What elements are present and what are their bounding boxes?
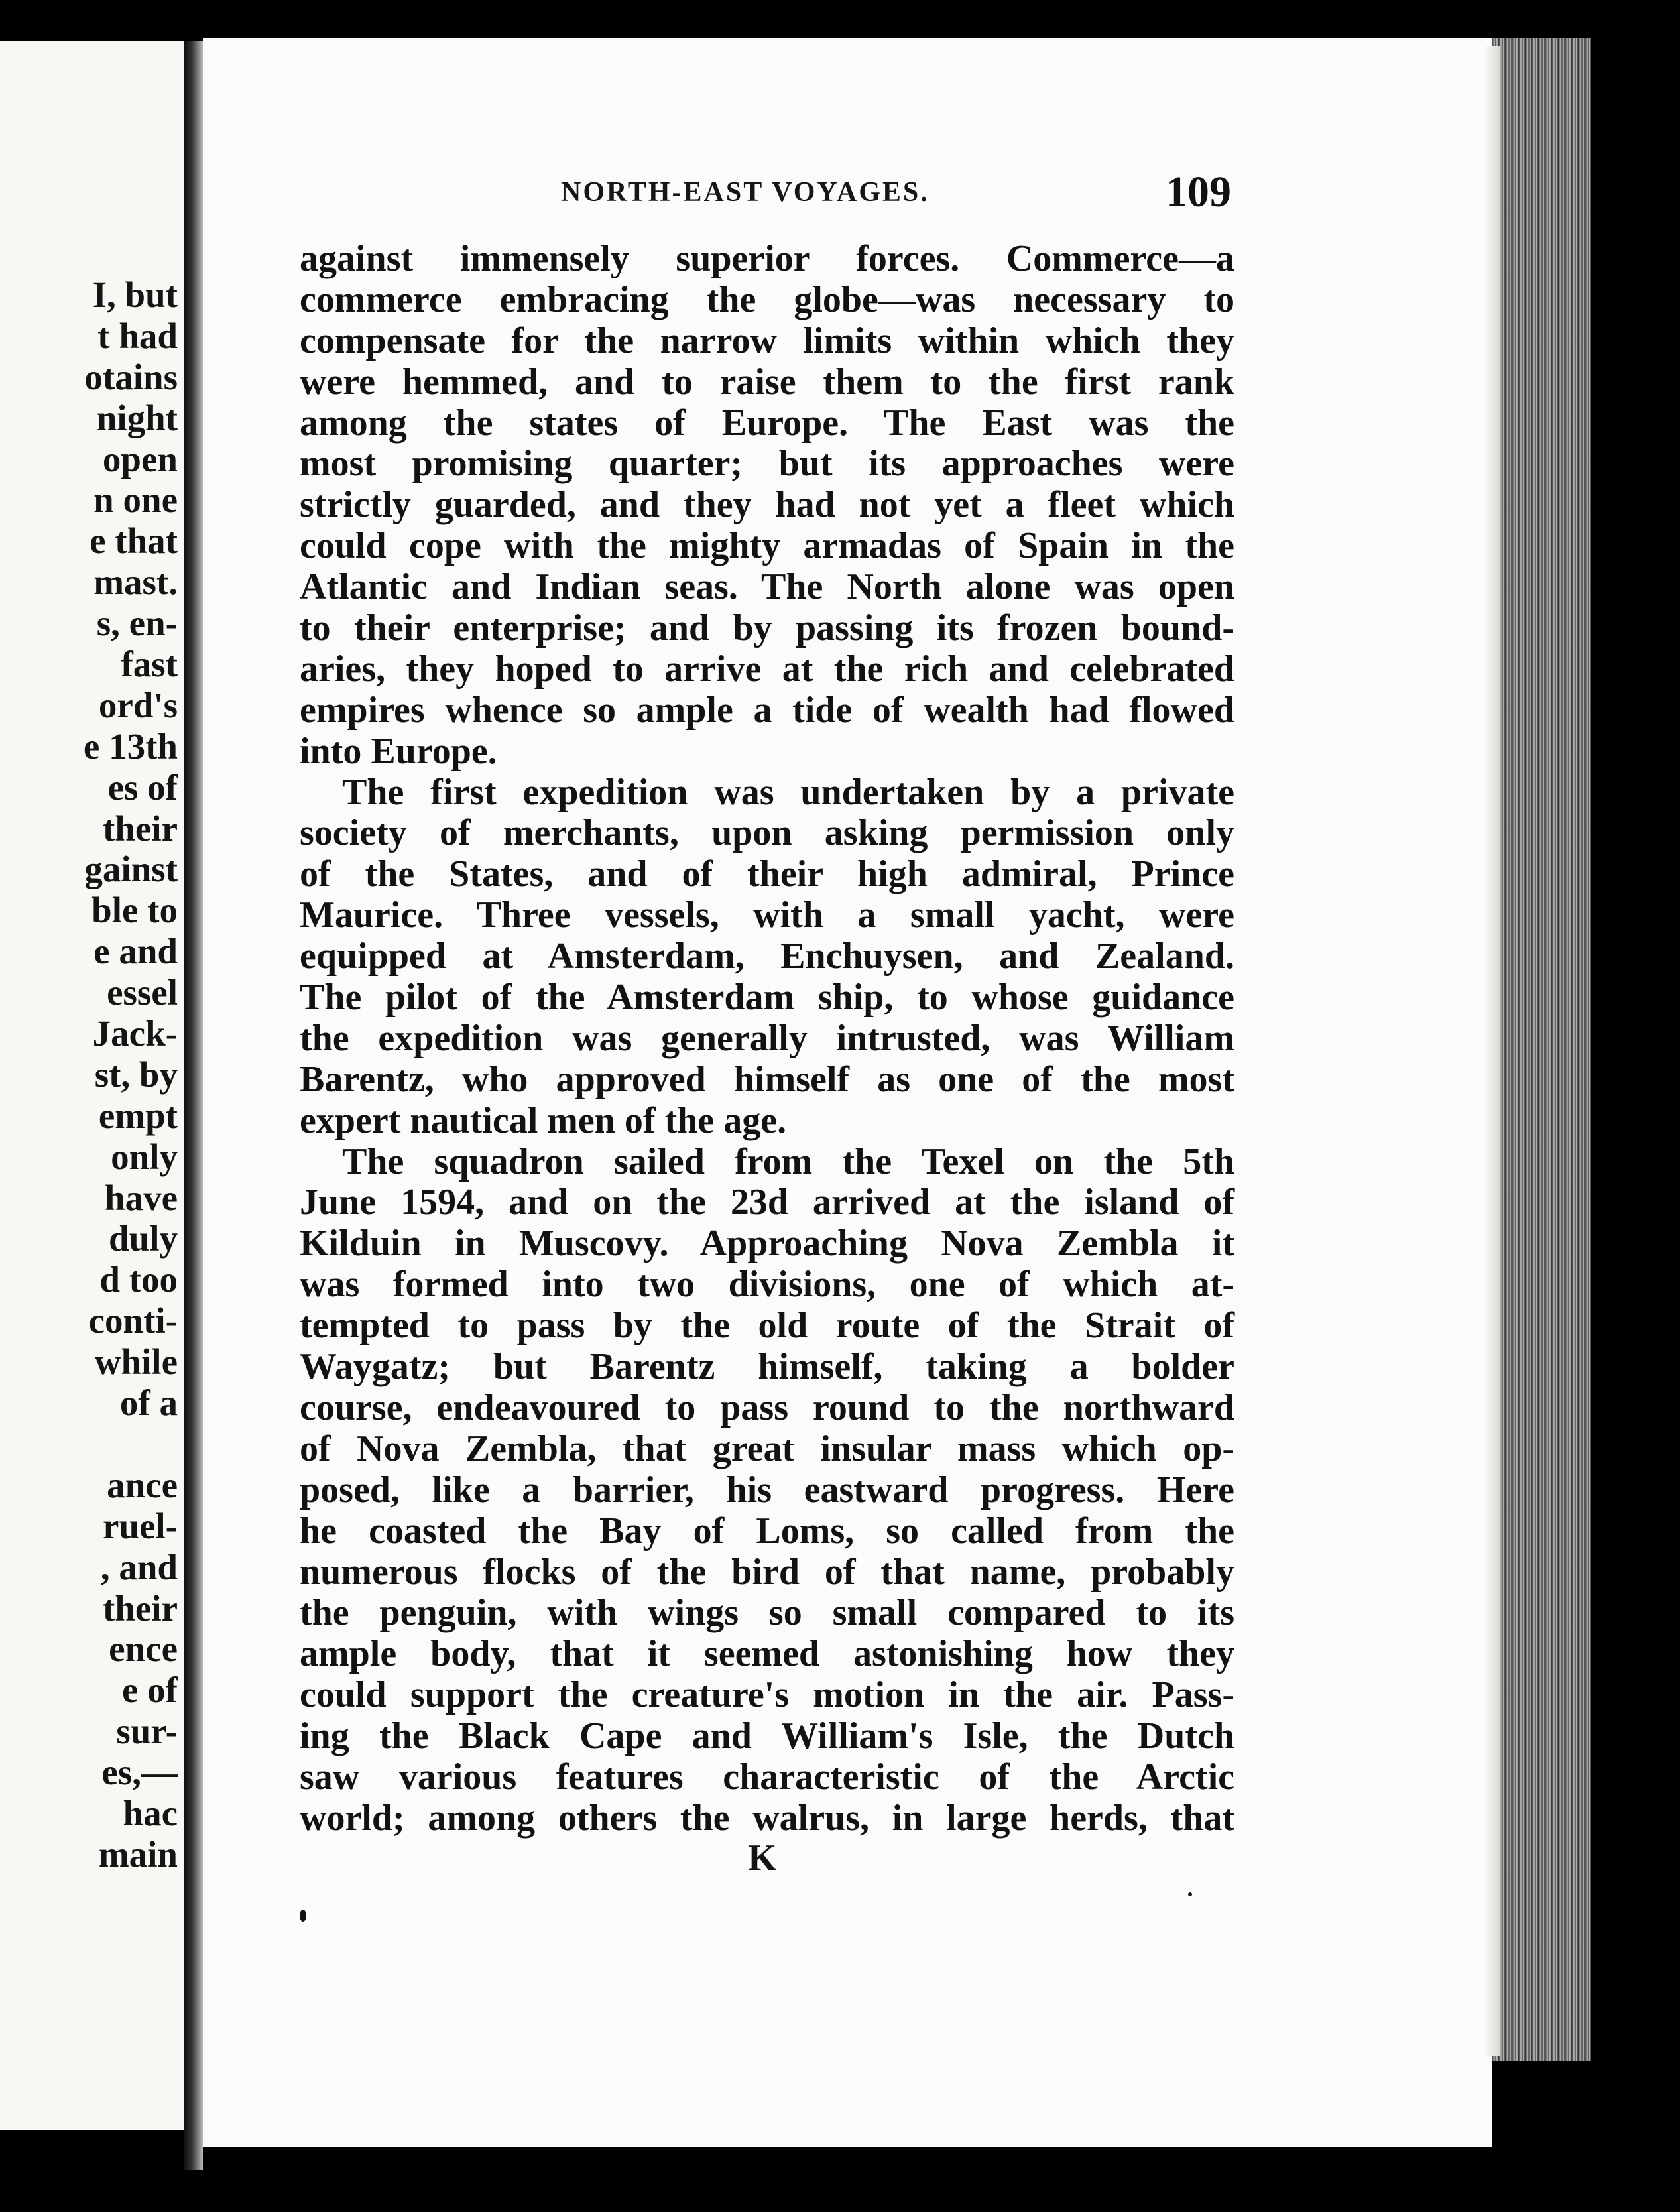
running-head-title: NORTH-EAST VOYAGES.: [561, 177, 930, 208]
text-line: of Nova Zembla, that great insular mass which op-: [300, 1428, 1234, 1469]
left-page-fragment: hac: [123, 1792, 178, 1833]
text-line: expert nautical men of the age.: [300, 1099, 787, 1141]
text-line: June 1594, and on the 23d arrived at the island of: [300, 1182, 1234, 1223]
text-line: Kilduin in Muscovy. Approaching Nova Zembla it: [300, 1223, 1234, 1264]
text-line: was formed into two divisions, one of which at-: [300, 1264, 1234, 1306]
text-line: tempted to pass by the old route of the Strait of: [300, 1305, 1234, 1347]
text-line: commerce embracing the globe—was necessary to: [300, 278, 1234, 320]
text-line: ample body, that it seemed astonishing how they: [300, 1633, 1234, 1675]
text-line: ing the Black Cape and William's Isle, the Dutch: [300, 1715, 1234, 1757]
text-line: Barentz, who approved himself as one of the most: [300, 1058, 1234, 1100]
left-page-fragment: I, but: [92, 275, 178, 315]
text-line: world; among others the walrus, in large herds, that: [300, 1797, 1234, 1839]
left-page-fragment: sur-: [116, 1711, 178, 1752]
left-page-fragment: ance: [107, 1464, 178, 1505]
left-page-fragment: n one: [93, 479, 178, 521]
left-page-fragment: t had: [97, 315, 178, 356]
text-line: posed, like a barrier, his eastward progress. Here: [300, 1469, 1234, 1510]
left-page-fragment: , and: [100, 1546, 178, 1587]
left-page-fragment: main: [98, 1833, 178, 1874]
left-page-fragment: otains: [84, 356, 178, 397]
left-page-fragment: es of: [107, 767, 178, 808]
text-line: Waygatz; but Barentz himself, taking a bolder: [300, 1346, 1234, 1388]
left-page-fragment: of a: [119, 1382, 178, 1424]
running-head: [203, 167, 1492, 220]
left-page-fragment: ble to: [91, 890, 178, 931]
left-page-fragment: Jack-: [92, 1013, 178, 1054]
text-line: empires whence so ample a tide of wealth had flowed: [300, 689, 1234, 731]
left-page-fragment: ord's: [98, 684, 178, 725]
left-page-fragment: e and: [93, 931, 178, 972]
text-line: saw various features characteristic of the Arctic: [300, 1756, 1234, 1798]
text-line: equipped at Amsterdam, Enchuysen, and Zealand.: [300, 936, 1234, 977]
left-page-fragment: duly: [109, 1218, 178, 1259]
left-page-fragment: st, by: [94, 1054, 178, 1095]
text-line: course, endeavoured to pass round to the northward: [300, 1386, 1234, 1428]
text-line: against immensely superior forces. Commerce—a: [300, 238, 1234, 279]
text-line: could cope with the mighty armadas of Spain in the: [300, 525, 1234, 567]
left-page-fragment: e 13th: [83, 725, 178, 767]
ink-speck: [1188, 1892, 1192, 1896]
text-line: compensate for the narrow limits within which they: [300, 320, 1234, 361]
text-line: to their enterprise; and by passing its frozen bound-: [300, 607, 1234, 649]
page-edge-shadow: [1484, 46, 1500, 2056]
left-page-fragment: conti-: [88, 1300, 178, 1341]
left-page-fragment: ruel-: [102, 1505, 178, 1546]
left-page-fragment: [0, 1424, 178, 1465]
book-gutter: [184, 41, 203, 2170]
left-page-fragment: while: [94, 1341, 178, 1382]
signature-mark: K: [748, 1837, 777, 1878]
text-line: numerous flocks of the bird of that name, probably: [300, 1551, 1234, 1593]
left-page-fragment: fast: [121, 644, 178, 685]
left-page-fragment: e that: [90, 521, 178, 562]
left-page-fragment: their: [102, 1587, 178, 1628]
body-text: [300, 239, 1234, 1839]
text-line: he coasted the Bay of Loms, so called from the: [300, 1510, 1234, 1552]
left-page-fragment: their: [102, 808, 178, 849]
text-line: The pilot of the Amsterdam ship, to whose guidance: [300, 977, 1234, 1018]
left-page-fragment: only: [111, 1136, 178, 1177]
text-line: Maurice. Three vessels, with a small yacht, were: [300, 894, 1234, 936]
text-line: among the states of Europe. The East was the: [300, 402, 1234, 444]
left-page-fragment: mast.: [93, 562, 178, 603]
text-line: aries, they hoped to arrive at the rich and celebrated: [300, 648, 1234, 690]
left-page-fragment: e of: [122, 1670, 178, 1711]
left-facing-page: [0, 41, 184, 2130]
left-page-fragment: essel: [107, 972, 178, 1013]
text-line: could support the creature's motion in the air. Pass-: [300, 1674, 1234, 1716]
left-page-fragment: es,—: [101, 1752, 178, 1793]
text-line: most promising quarter; but its approaches were: [300, 443, 1234, 485]
text-line: into Europe.: [300, 730, 497, 772]
left-page-fragment: empt: [98, 1095, 178, 1136]
text-line: The first expedition was undertaken by a private: [342, 771, 1234, 813]
left-page-fragment: d too: [99, 1259, 178, 1300]
left-page-fragment: have: [105, 1177, 178, 1218]
left-page-fragment: open: [102, 438, 178, 479]
text-line: society of merchants, upon asking permission only: [300, 812, 1234, 854]
left-page-fragment: gainst: [84, 849, 178, 890]
page-number: 109: [1166, 168, 1231, 216]
text-line: The squadron sailed from the Texel on the 5th: [342, 1140, 1234, 1182]
text-line: the penguin, with wings so small compared to its: [300, 1592, 1234, 1634]
text-line: were hemmed, and to raise them to the first rank: [300, 361, 1234, 402]
left-page-fragment: night: [96, 397, 178, 438]
left-page-fragment: s, en-: [96, 603, 178, 644]
left-page-fragment: ence: [109, 1628, 178, 1670]
text-line: of the States, and of their high admiral, Prince: [300, 853, 1234, 895]
left-page-text-fragments: [0, 275, 178, 1875]
page-edges: [1492, 38, 1591, 2061]
text-line: Atlantic and Indian seas. The North alone was open: [300, 566, 1234, 608]
ink-speck: [300, 1910, 306, 1922]
text-line: the expedition was generally intrusted, was William: [300, 1017, 1234, 1059]
text-line: strictly guarded, and they had not yet a fleet which: [300, 484, 1234, 526]
